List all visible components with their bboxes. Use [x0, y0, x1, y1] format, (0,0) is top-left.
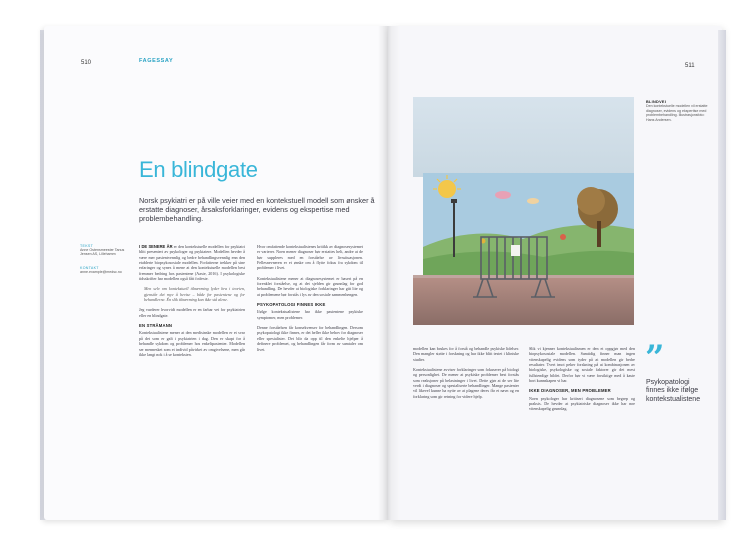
paragraph: Kontekstualistene mener at diagnosesystemet er basert på en forenklet forståelse, og at det sjelden gir grunnlag for god behandling. De hevder at biologiske forklaringer har gitt lite og at problemene bør forstås i lys av den sosiale sammenhengen. [257, 275, 363, 297]
right-column-1 [413, 346, 519, 404]
author-meta [80, 244, 136, 283]
right-page-edge [718, 30, 726, 520]
photo-caption [646, 100, 708, 123]
mural-barrier-photo [413, 97, 634, 325]
subheading-en-stramann: EN STRÅMANN [139, 323, 173, 329]
quote-mark-icon: ” [645, 338, 665, 378]
indented-quote: Men selv om kontekstuell tilnærming lyder bra i teorien, gjenstår det mye å bevise – både for pasientene og for behandlerne. Én slik tilnærming kan ikke stå alene. [144, 286, 245, 303]
intro-paragraph [139, 244, 245, 281]
section-label: FAGESSAY [139, 58, 174, 64]
paragraph: Noen psykologer har kritisert diagnosene som begrep og praksis. De hevder at psykiatriske diagnoser ikke har noe vitenskapelig grunnlag. [529, 395, 635, 412]
article-photo [413, 97, 634, 325]
caption-label: BLINDVEI [646, 100, 667, 104]
right-column-2 [529, 346, 635, 417]
pull-quote: Psykopatologi finnes ikke ifølge kontekstualistene [646, 379, 701, 403]
left-column-2 [257, 244, 363, 357]
author-value: Anne Ostensmeester Tanus Jensen AS, Lillehamm [80, 248, 125, 257]
article-title: En blindgate [139, 157, 258, 182]
subheading-ikke-diagnoser: IKKE DIAGNOSER, MEN PROBLEMER [529, 388, 611, 394]
caption-text: Den kontekstuelle modellen vil erstatte diagnoser, evidens og ekspertise med problembehandling. Illustrasjonsfoto: Hans Andersen. [646, 104, 708, 123]
paragraph: modellen kan brukes for å forstå og behandle psykiske lidelser. Den mangler støtte i forskning og har ikke blitt testet i kliniske studier. [413, 346, 519, 362]
contact-value: anne.example@medsc.no [80, 269, 122, 274]
author-label: TEKST [80, 244, 94, 248]
paragraph: Kontekstualistene mener at den medisinske modellen er et svar på det som er galt i psykiatrien i dag. Den er skapt for å behandle sykdom og problemer hos enkeltpasienter. Modellen ser mennesket som et individ påvirket av omgivelsene, men går ikke langt nok i å se konteksten. [139, 330, 245, 357]
paragraph: Hvor omfattende kontekstualistenes kritikk av diagnosesystemet er varierer. Noen mener diagnoser bør erstattes helt, andre at de bør suppleres med en forståelse av livssituasjonen. Fellesnevneren er et ønske om å flytte fokus fra sykdom til problemer i livet. [257, 244, 363, 271]
subheading-psykopatologi: PSYKOPATOLOGI FINNES IKKE [257, 302, 326, 308]
paragraph: Slik vi kjenner kontekstualismen er den et oppgjør med den biopsykososiale modellen. Samtidig finner man ingen vitenskapelig evidens som tyder på at modellen gir bedre resultater. Tvert imot peker forskning på at kombinasjonen av biologiske, psykologiske og sosiale faktorer gir det mest fullstendige bildet. Derfor bør vi være forsiktige med å kaste bort kunnskapen vi har. [529, 346, 635, 384]
left-page-number: 510 [81, 60, 92, 66]
paragraph: Ifølge kontekstualistene har ikke pasientene psykiske symptomer, men problemer. [257, 309, 363, 320]
right-page-number: 511 [685, 63, 695, 69]
paragraph: Denne forståelsen får konsekvenser for behandlingen. Dersom psykopatologi ikke finnes, er det heller ikke behov for diagnoser eller spesialister. Det blir da opp til den enkelte hjelper å definere problemet, og behandlingen får form av samtaler om livet. [257, 325, 363, 352]
paragraph: Jeg vurderer hvorvidt modellen er en farbar vei for psykiatrien eller en blindgate. [139, 307, 245, 318]
paragraph: Kontekstualistene avviser forklaringer som fokuserer på biologi og personlighet. De mener at psykiske problemer best forstås som reaksjoner på belastninger i livet. Dette gjør at de ser lite verdi i diagnoser og spesialiserte behandlinger. Mange pasienter vil likevel kunne ha nytte av at plagene deres får et navn og en forklaring som gir retning for videre hjelp. [413, 367, 519, 399]
left-column-1 [139, 244, 245, 362]
intro-lead: I DE SENERE ÅR [139, 244, 173, 249]
article-lead: Norsk psykiatri er på ville veier med en kontekstuell modell som ønsker å erstatte diagnoser, årsaksforklaringer, evidens og ekspertise med problembehandling. [139, 196, 375, 224]
intro-text: er den kontekstuelle modellen for psykiatri blitt presentert av psykologer og psykiatere. Modellen hevder å være mer pasientvennlig og bedre behandlingsvennlig enn den etablerte biopsykososiale modellen. Forfatterne trekker på sine erfaringer og synes å mene at den kontekstuelle modellen best fremmer bedring hos pasientene (Aaste, 2016). I psykologiske tidsskrifter har modellen også fått fotfeste. [139, 244, 245, 282]
gutter-shadow [378, 26, 400, 520]
contact-label: KONTAKT [80, 265, 99, 270]
